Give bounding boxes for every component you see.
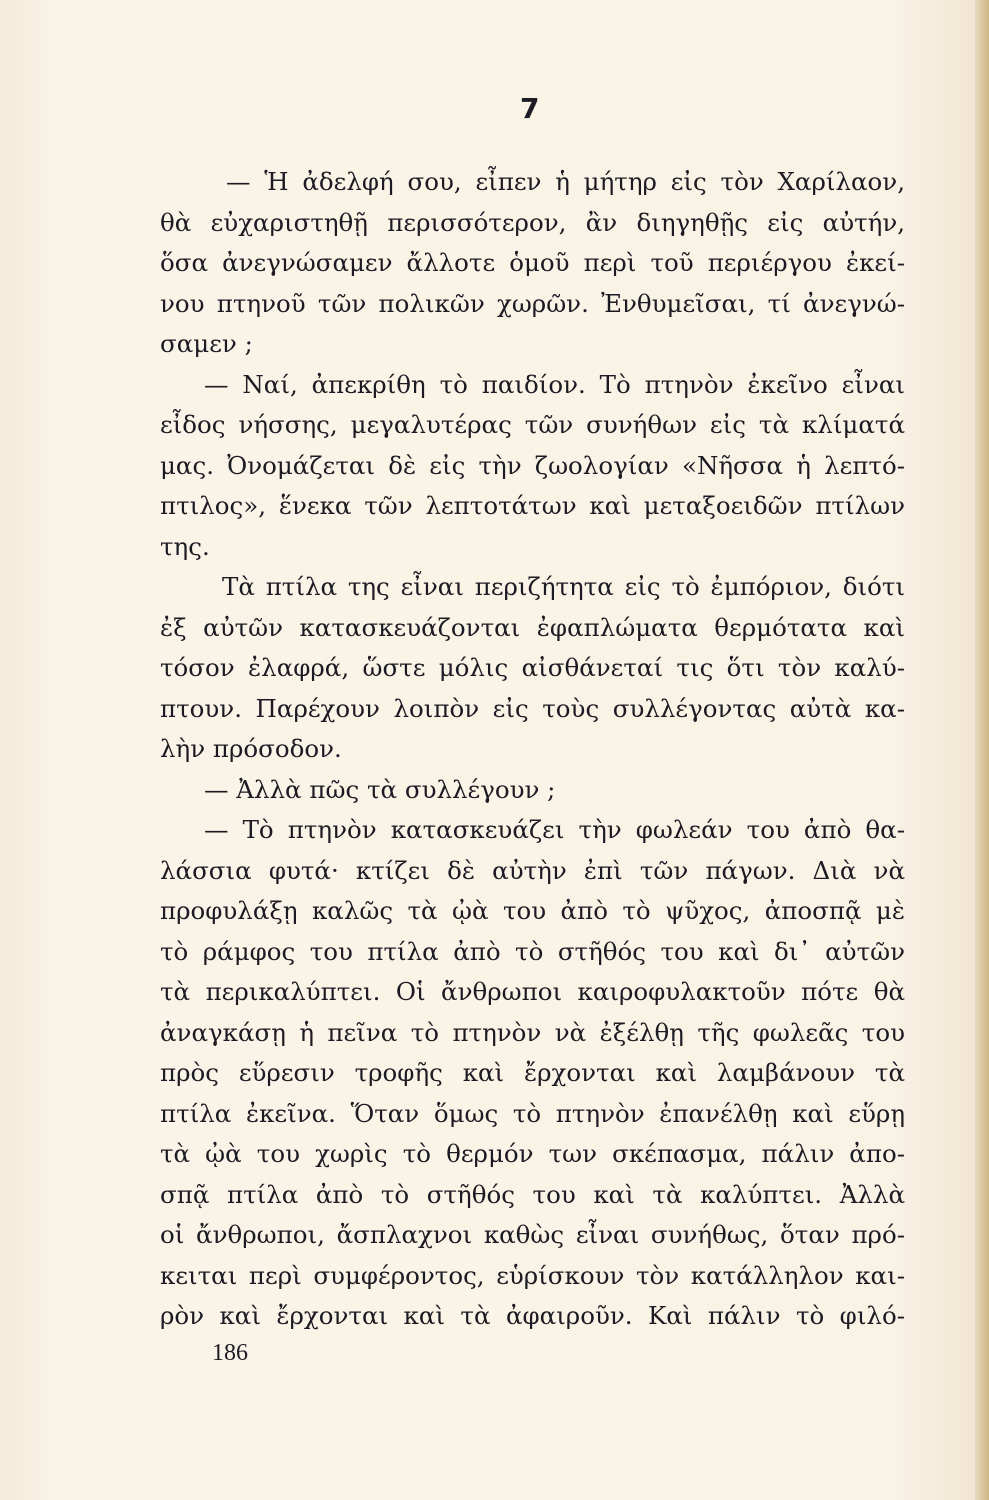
text-line: ρὸν καὶ ἔρχονται καὶ τὰ ἀφαιροῦν. Καὶ πάλιν τὸ φιλό- xyxy=(160,1301,905,1330)
text-line: ὅσα ἀνεγνώσαμεν ἄλλοτε ὁμοῦ περὶ τοῦ περιέργου ἐκεί- xyxy=(160,248,905,277)
text-line: — Ἀλλὰ πῶς τὰ συλλέγουν ; xyxy=(204,774,556,804)
text-line: προφυλάξῃ καλῶς τὰ ᾠὰ του ἀπὸ τὸ ψῦχος, ἀποσπᾷ μὲ xyxy=(160,896,905,925)
text-line: — Ναί, ἀπεκρίθη τὸ παιδίον. Τὸ πτηνὸν ἐκεῖνο εἶναι xyxy=(204,369,905,399)
text-line: πτιλος», ἕνεκα τῶν λεπτοτάτων καὶ μεταξοειδῶν πτίλων xyxy=(160,491,905,520)
text-line: — Ἡ ἀδελφή σου, εἶπεν ἡ μήτηρ εἰς τὸν Χαρίλαον, xyxy=(226,167,905,196)
text-line: τὰ περικαλύπτει. Οἱ ἄνθρωποι καιροφυλακτοῦν πότε θὰ xyxy=(160,977,905,1006)
text-line: ἀναγκάσῃ ἡ πεῖνα τὸ πτηνὸν νὰ ἐξέλθῃ τῆς φωλεᾶς του xyxy=(160,1017,905,1047)
text-line: σπᾷ πτίλα ἀπὸ τὸ στῆθός του καὶ τὰ καλύπτει. Ἀλλὰ xyxy=(160,1179,905,1209)
text-line: κειται περὶ συμφέροντος, εὑρίσκουν τὸν κατάλληλον και- xyxy=(160,1260,905,1290)
text-line: Τὰ πτίλα της εἶναι περιζήτητα εἰς τὸ ἐμπόριον, διότι xyxy=(222,572,905,601)
text-line: μας. Ὀνομάζεται δὲ εἰς τὴν ζωολογίαν «Νῆσσα ἡ λεπτό- xyxy=(160,450,905,480)
text-line: τὰ ᾠὰ του χωρὶς τὸ θερμόν των σκέπασμα, πάλιν ἀπο- xyxy=(160,1139,905,1168)
text-line: λάσσια φυτά· κτίζει δὲ αὐτὴν ἐπὶ τῶν πάγων. Διὰ νὰ xyxy=(160,855,905,885)
text-line: σαμεν ; xyxy=(160,329,253,358)
page-number: 186 xyxy=(212,1340,248,1366)
text-line: νου πτηνοῦ τῶν πολικῶν χωρῶν. Ἐνθυμεῖσαι, τί ἀνεγνώ- xyxy=(160,288,905,318)
text-line: οἱ ἄνθρωποι, ἄσπλαχνοι καθὼς εἶναι συνήθως, ὅταν πρό- xyxy=(160,1220,905,1249)
text-line: τὸ ράμφος του πτίλα ἀπὸ τὸ στῆθός του καὶ δι᾽ αὐτῶν xyxy=(160,936,905,966)
text-line: τόσον ἐλαφρά, ὥστε μόλις αἰσθάνεταί τις ὅτι τὸν καλύ- xyxy=(160,653,905,682)
text-line: λὴν πρόσοδον. xyxy=(160,734,342,763)
body-text xyxy=(160,162,905,1337)
text-line: πτουν. Παρέχουν λοιπὸν εἰς τοὺς συλλέγοντας αὐτὰ κα- xyxy=(160,693,905,723)
text-line: πρὸς εὕρεσιν τροφῆς καὶ ἔρχονται καὶ λαμβάνουν τὰ xyxy=(160,1058,905,1087)
text-line: ἐξ αὐτῶν κατασκευάζονται ἐφαπλώματα θερμότατα καὶ xyxy=(160,612,905,642)
chapter-number: 7 xyxy=(520,92,540,125)
text-line: πτίλα ἐκεῖνα. Ὅταν ὅμως τὸ πτηνὸν ἐπανέλθῃ καὶ εὕρῃ xyxy=(160,1098,905,1128)
page-edge xyxy=(975,0,989,1500)
text-line: εἶδος νήσσης, μεγαλυτέρας τῶν συνήθων εἰς τὰ κλίματά xyxy=(160,410,905,439)
text-line: της. xyxy=(160,531,210,561)
text-line: — Τὸ πτηνὸν κατασκευάζει τὴν φωλεάν του ἀπὸ θα- xyxy=(204,815,905,844)
text-line: θὰ εὐχαριστηθῇ περισσότερον, ἂν διηγηθῇς εἰς αὐτήν, xyxy=(160,207,905,237)
